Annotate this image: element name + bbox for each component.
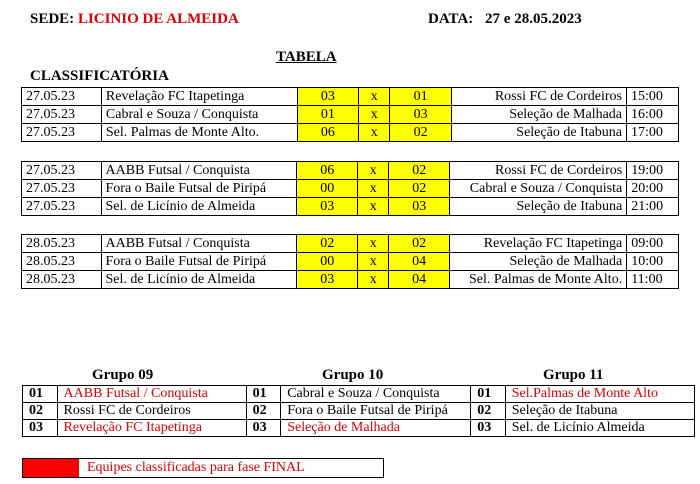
match-row <box>22 180 679 198</box>
match-time: 09:00 <box>627 235 679 253</box>
group-title: Grupo 09 <box>92 367 154 383</box>
match-time: 15:00 <box>627 88 679 106</box>
versus-mark: x <box>358 88 390 106</box>
match-date: 28.05.23 <box>22 271 102 289</box>
home-score: 03 <box>297 198 358 216</box>
match-row <box>22 198 679 216</box>
home-team: Fora o Baile Futsal de Piripá <box>101 253 297 271</box>
match-row <box>22 124 679 142</box>
home-score: 00 <box>297 180 358 198</box>
away-score: 01 <box>390 88 451 106</box>
match-date: 28.05.23 <box>22 235 102 253</box>
match-row <box>22 88 679 106</box>
away-score: 02 <box>389 235 450 253</box>
home-team: Sel. de Licínio de Almeida <box>101 198 297 216</box>
section-subtitle: CLASSIFICATÓRIA <box>30 68 169 84</box>
group-position: 03 <box>246 420 281 437</box>
away-team: Seleção de Malhada <box>449 253 626 271</box>
sede-value: LICINIO DE ALMEIDA <box>77 11 239 27</box>
away-team: Cabral e Souza / Conquista <box>450 180 627 198</box>
matches-table-round-2 <box>21 161 679 216</box>
legend-text: Equipes classificadas para fase FINAL <box>87 460 305 475</box>
away-score: 04 <box>389 271 450 289</box>
match-time: 10:00 <box>627 253 679 271</box>
away-score: 03 <box>389 198 450 216</box>
match-row <box>22 271 679 289</box>
matches-table-round-3 <box>21 234 679 289</box>
group-title: Grupo 11 <box>543 367 604 383</box>
home-team: Fora o Baile Futsal de Piripá <box>101 180 297 198</box>
match-row <box>22 106 679 124</box>
away-team: Sel. Palmas de Monte Alto. <box>449 271 626 289</box>
match-time: 11:00 <box>627 271 679 289</box>
match-date: 28.05.23 <box>22 253 102 271</box>
groups-table <box>22 385 695 437</box>
qualified-team-name: Revelação FC Itapetinga <box>57 420 246 437</box>
versus-mark: x <box>358 253 389 271</box>
away-score: 02 <box>390 124 451 142</box>
legend-box <box>22 458 384 478</box>
group-position: 03 <box>23 420 58 437</box>
away-team: Seleção de Itabuna <box>450 198 627 216</box>
away-team: Revelação FC Itapetinga <box>449 235 626 253</box>
away-score: 04 <box>389 253 450 271</box>
qualified-team-name: AABB Futsal / Conquista <box>57 386 246 403</box>
team-name: Rossi FC de Cordeiros <box>57 403 246 420</box>
data-label: DATA: <box>428 11 474 27</box>
match-date: 27.05.23 <box>22 88 102 106</box>
team-name: Seleção de Itabuna <box>505 403 694 420</box>
versus-mark: x <box>358 180 389 198</box>
group-row <box>23 420 695 437</box>
group-position: 02 <box>23 403 58 420</box>
away-team: Rossi FC de Cordeiros <box>451 88 626 106</box>
away-score: 02 <box>389 162 450 180</box>
team-name: Fora o Baile Futsal de Piripá <box>281 403 471 420</box>
versus-mark: x <box>358 235 389 253</box>
away-team: Seleção de Itabuna <box>451 124 626 142</box>
match-date: 27.05.23 <box>22 198 102 216</box>
away-team: Rossi FC de Cordeiros <box>450 162 627 180</box>
versus-mark: x <box>358 124 390 142</box>
group-position: 01 <box>246 386 281 403</box>
page-title: TABELA <box>276 49 337 65</box>
match-time: 16:00 <box>627 106 679 124</box>
home-score: 03 <box>297 88 358 106</box>
legend-swatch <box>23 459 79 477</box>
versus-mark: x <box>358 271 389 289</box>
away-score: 03 <box>390 106 451 124</box>
group-position: 01 <box>471 386 506 403</box>
group-row <box>23 386 695 403</box>
sede-label: SEDE: <box>30 11 75 27</box>
home-team: Sel. de Licínio de Almeida <box>101 271 297 289</box>
versus-mark: x <box>358 162 389 180</box>
data-value: 27 e 28.05.2023 <box>485 11 582 27</box>
match-time: 20:00 <box>627 180 679 198</box>
home-team: Cabral e Souza / Conquista <box>101 106 297 124</box>
group-position: 02 <box>246 403 281 420</box>
group-position: 03 <box>471 420 506 437</box>
qualified-team-name: Seleção de Malhada <box>281 420 471 437</box>
versus-mark: x <box>358 198 389 216</box>
group-position: 01 <box>23 386 58 403</box>
away-score: 02 <box>389 180 450 198</box>
home-team: AABB Futsal / Conquista <box>101 235 297 253</box>
home-score: 01 <box>297 106 358 124</box>
match-row <box>22 162 679 180</box>
matches-table-round-1 <box>21 87 679 142</box>
team-name: Sel. de Licínio Almeida <box>505 420 694 437</box>
home-team: Sel. Palmas de Monte Alto. <box>101 124 297 142</box>
home-score: 06 <box>297 124 358 142</box>
home-score: 00 <box>297 253 358 271</box>
match-date: 27.05.23 <box>22 180 102 198</box>
match-row <box>22 253 679 271</box>
away-team: Seleção de Malhada <box>451 106 626 124</box>
home-score: 06 <box>297 162 358 180</box>
match-time: 17:00 <box>627 124 679 142</box>
match-time: 21:00 <box>627 198 679 216</box>
team-name: Cabral e Souza / Conquista <box>281 386 471 403</box>
versus-mark: x <box>358 106 390 124</box>
match-row <box>22 235 679 253</box>
home-score: 02 <box>297 235 358 253</box>
match-date: 27.05.23 <box>22 162 102 180</box>
data-line <box>428 11 582 28</box>
home-team: Revelação FC Itapetinga <box>101 88 297 106</box>
group-title: Grupo 10 <box>322 367 384 383</box>
group-row <box>23 403 695 420</box>
qualified-team-name: Sel.Palmas de Monte Alto <box>505 386 694 403</box>
match-date: 27.05.23 <box>22 124 102 142</box>
sede-line <box>30 11 239 28</box>
home-score: 03 <box>297 271 358 289</box>
home-team: AABB Futsal / Conquista <box>101 162 297 180</box>
match-time: 19:00 <box>627 162 679 180</box>
match-date: 27.05.23 <box>22 106 102 124</box>
group-position: 02 <box>471 403 506 420</box>
